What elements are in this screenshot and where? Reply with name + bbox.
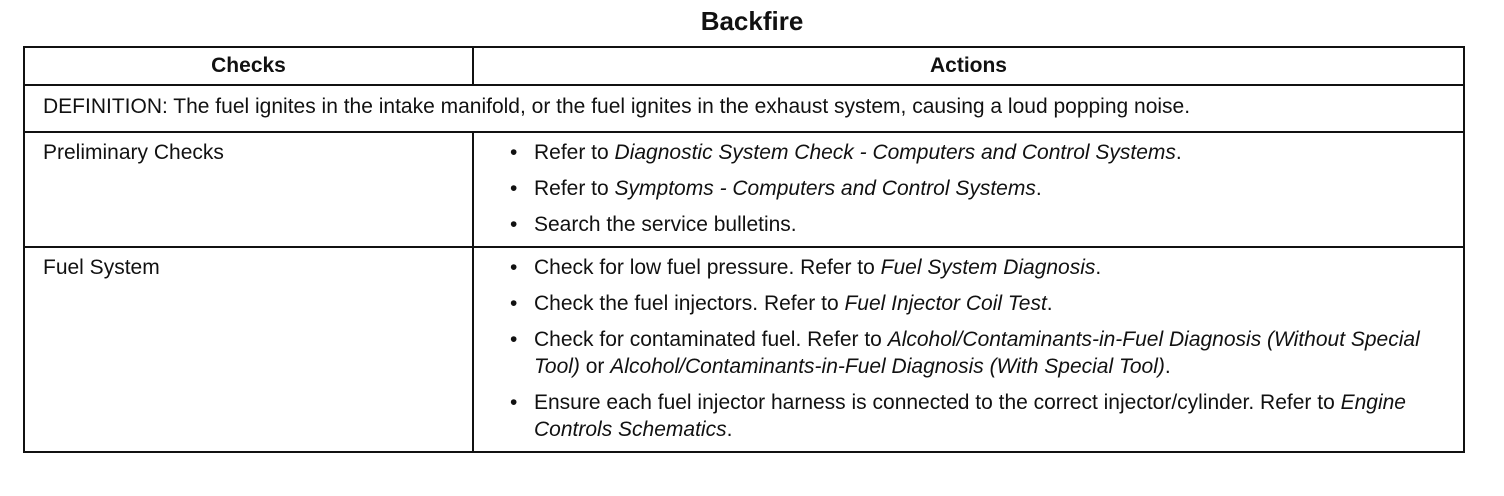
action-text: or — [579, 355, 611, 378]
actions-cell — [473, 247, 1464, 452]
checks-column-header: Checks — [24, 47, 473, 85]
action-text: Search the service bulletins. — [534, 213, 797, 236]
check-name: Preliminary Checks — [24, 132, 473, 247]
table-row — [24, 247, 1464, 452]
reference-link[interactable]: Diagnostic System Check - Computers and Control Systems — [614, 141, 1176, 164]
action-trailing: . — [1035, 177, 1042, 200]
action-text: Check for contaminated fuel. Refer to — [534, 328, 888, 351]
reference-link[interactable]: Fuel System Diagnosis — [880, 256, 1096, 279]
action-trailing: . — [1095, 256, 1102, 279]
action-item — [510, 290, 1449, 317]
action-item — [510, 254, 1449, 281]
action-trailing: . — [726, 418, 733, 441]
action-item — [510, 389, 1449, 443]
action-trailing: . — [1046, 292, 1053, 315]
table-header-row — [24, 47, 1464, 85]
action-item — [510, 175, 1449, 202]
page-title: Backfire — [700, 6, 804, 36]
reference-link[interactable]: Symptoms - Computers and Control Systems — [614, 177, 1036, 200]
definition-text: DEFINITION: The fuel ignites in the intake manifold, or the fuel ignites in the exhaust system, causing a loud popping noise. — [24, 85, 1464, 132]
reference-link[interactable]: Fuel Injector Coil Test — [844, 292, 1047, 315]
action-trailing: . — [1175, 141, 1182, 164]
action-item — [510, 326, 1449, 380]
diagnostic-table — [23, 46, 1465, 453]
action-item — [510, 211, 1449, 238]
reference-link[interactable]: Engine Controls Schematics — [534, 391, 1406, 441]
table-row — [24, 132, 1464, 247]
reference-link[interactable]: Alcohol/Contaminants-in-Fuel Diagnosis (Without Special Tool) — [534, 328, 1420, 378]
action-text: Check the fuel injectors. Refer to — [534, 292, 845, 315]
check-name: Fuel System — [24, 247, 473, 452]
action-text: Refer to — [534, 141, 615, 164]
definition-row — [24, 85, 1464, 132]
action-text: Refer to — [534, 177, 615, 200]
action-text: Ensure each fuel injector harness is connected to the correct injector/cylinder. Refer to — [534, 391, 1341, 414]
action-text: Check for low fuel pressure. Refer to — [534, 256, 881, 279]
action-item — [510, 139, 1449, 166]
reference-link[interactable]: Alcohol/Contaminants-in-Fuel Diagnosis (With Special Tool) — [610, 355, 1165, 378]
actions-cell — [473, 132, 1464, 247]
action-list — [510, 139, 1449, 238]
action-list — [510, 254, 1449, 443]
actions-column-header: Actions — [473, 47, 1464, 85]
action-trailing: . — [1164, 355, 1171, 378]
